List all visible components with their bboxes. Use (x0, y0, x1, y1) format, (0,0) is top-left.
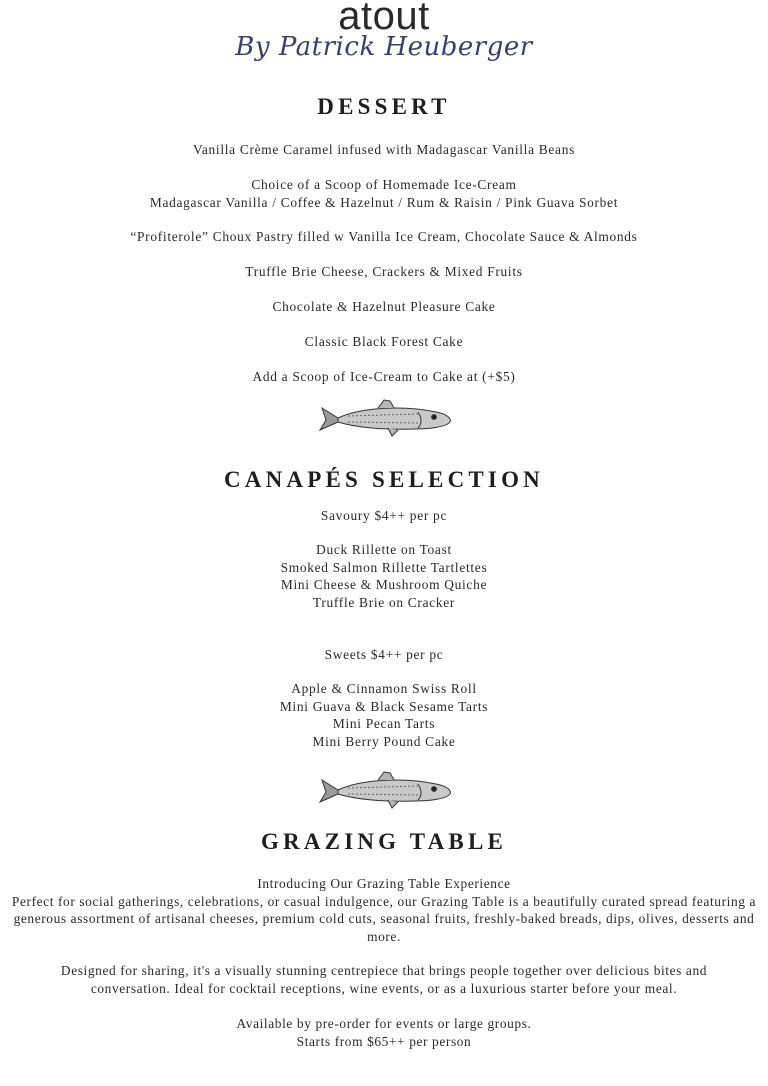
sweets-item: Mini Pecan Tarts (332, 716, 436, 731)
dessert-heading: DESSERT (317, 94, 451, 119)
grazing-availability-block (10, 1015, 758, 1050)
grazing-heading: GRAZING TABLE (260, 829, 508, 854)
brand-logo: atout (338, 0, 430, 38)
grazing-intro-block (10, 875, 758, 945)
sweets-item: Mini Berry Pound Cake (312, 733, 456, 749)
grazing-intro: Introducing Our Grazing Table Experience (257, 876, 511, 891)
dessert-item: Choice of a Scoop of Homemade Ice-Cream (251, 177, 517, 192)
sweets-item: Apple & Cinnamon Swiss Roll (291, 681, 477, 696)
dessert-item: Classic Black Forest Cake (304, 334, 464, 349)
grazing-sharing: Designed for sharing, it's a visually stunning centrepiece that brings people together over delicious bites and conversation. Ideal for cocktail receptions, wine events, or as a luxurious starter before your meal. (60, 963, 708, 996)
dessert-item: Vanilla Crème Caramel infused with Madagascar Vanilla Beans (192, 142, 576, 157)
savoury-item: Duck Rillette on Toast (316, 542, 452, 557)
signature: By Patrick Heuberger (235, 32, 533, 62)
savoury-item: Mini Cheese & Mushroom Quiche (280, 577, 488, 592)
dessert-item: Add a Scoop of Ice-Cream to Cake at (+$5) (252, 369, 516, 384)
dessert-item: “Profiterole” Choux Pastry filled w Vanilla Ice Cream, Chocolate Sauce & Almonds (130, 229, 638, 244)
grazing-availability: Available by pre-order for events or large groups. (236, 1016, 532, 1031)
grazing-sharing-block (24, 962, 744, 997)
sweets-item: Mini Guava & Black Sesame Tarts (279, 698, 489, 714)
grazing-description: Perfect for social gatherings, celebrations, or casual indulgence, our Grazing Table is a beautifully curated spread featuring a generous assortment of artisanal cheeses, premium cold cuts, seasonal fruits, freshly-baked breads, dips, olives, desserts and more. (11, 893, 757, 944)
grazing-price: Starts from $65++ per person (296, 1033, 472, 1049)
canapes-heading: CANAPÉS SELECTION (224, 467, 544, 492)
dessert-item: Truffle Brie Cheese, Crackers & Mixed Fruits (245, 264, 523, 279)
sweets-price-label: Sweets $4++ per pc (324, 647, 444, 662)
fish-illustration-icon (318, 770, 454, 812)
savoury-price-label: Savoury $4++ per pc (320, 508, 448, 523)
fish-illustration-icon (318, 398, 454, 440)
dessert-item: Madagascar Vanilla / Coffee & Hazelnut / Rum & Raisin / Pink Guava Sorbet (149, 194, 619, 210)
dessert-item: Chocolate & Hazelnut Pleasure Cake (272, 299, 496, 314)
savoury-item: Truffle Brie on Cracker (312, 594, 456, 610)
savoury-item: Smoked Salmon Rillette Tartlettes (280, 559, 488, 575)
